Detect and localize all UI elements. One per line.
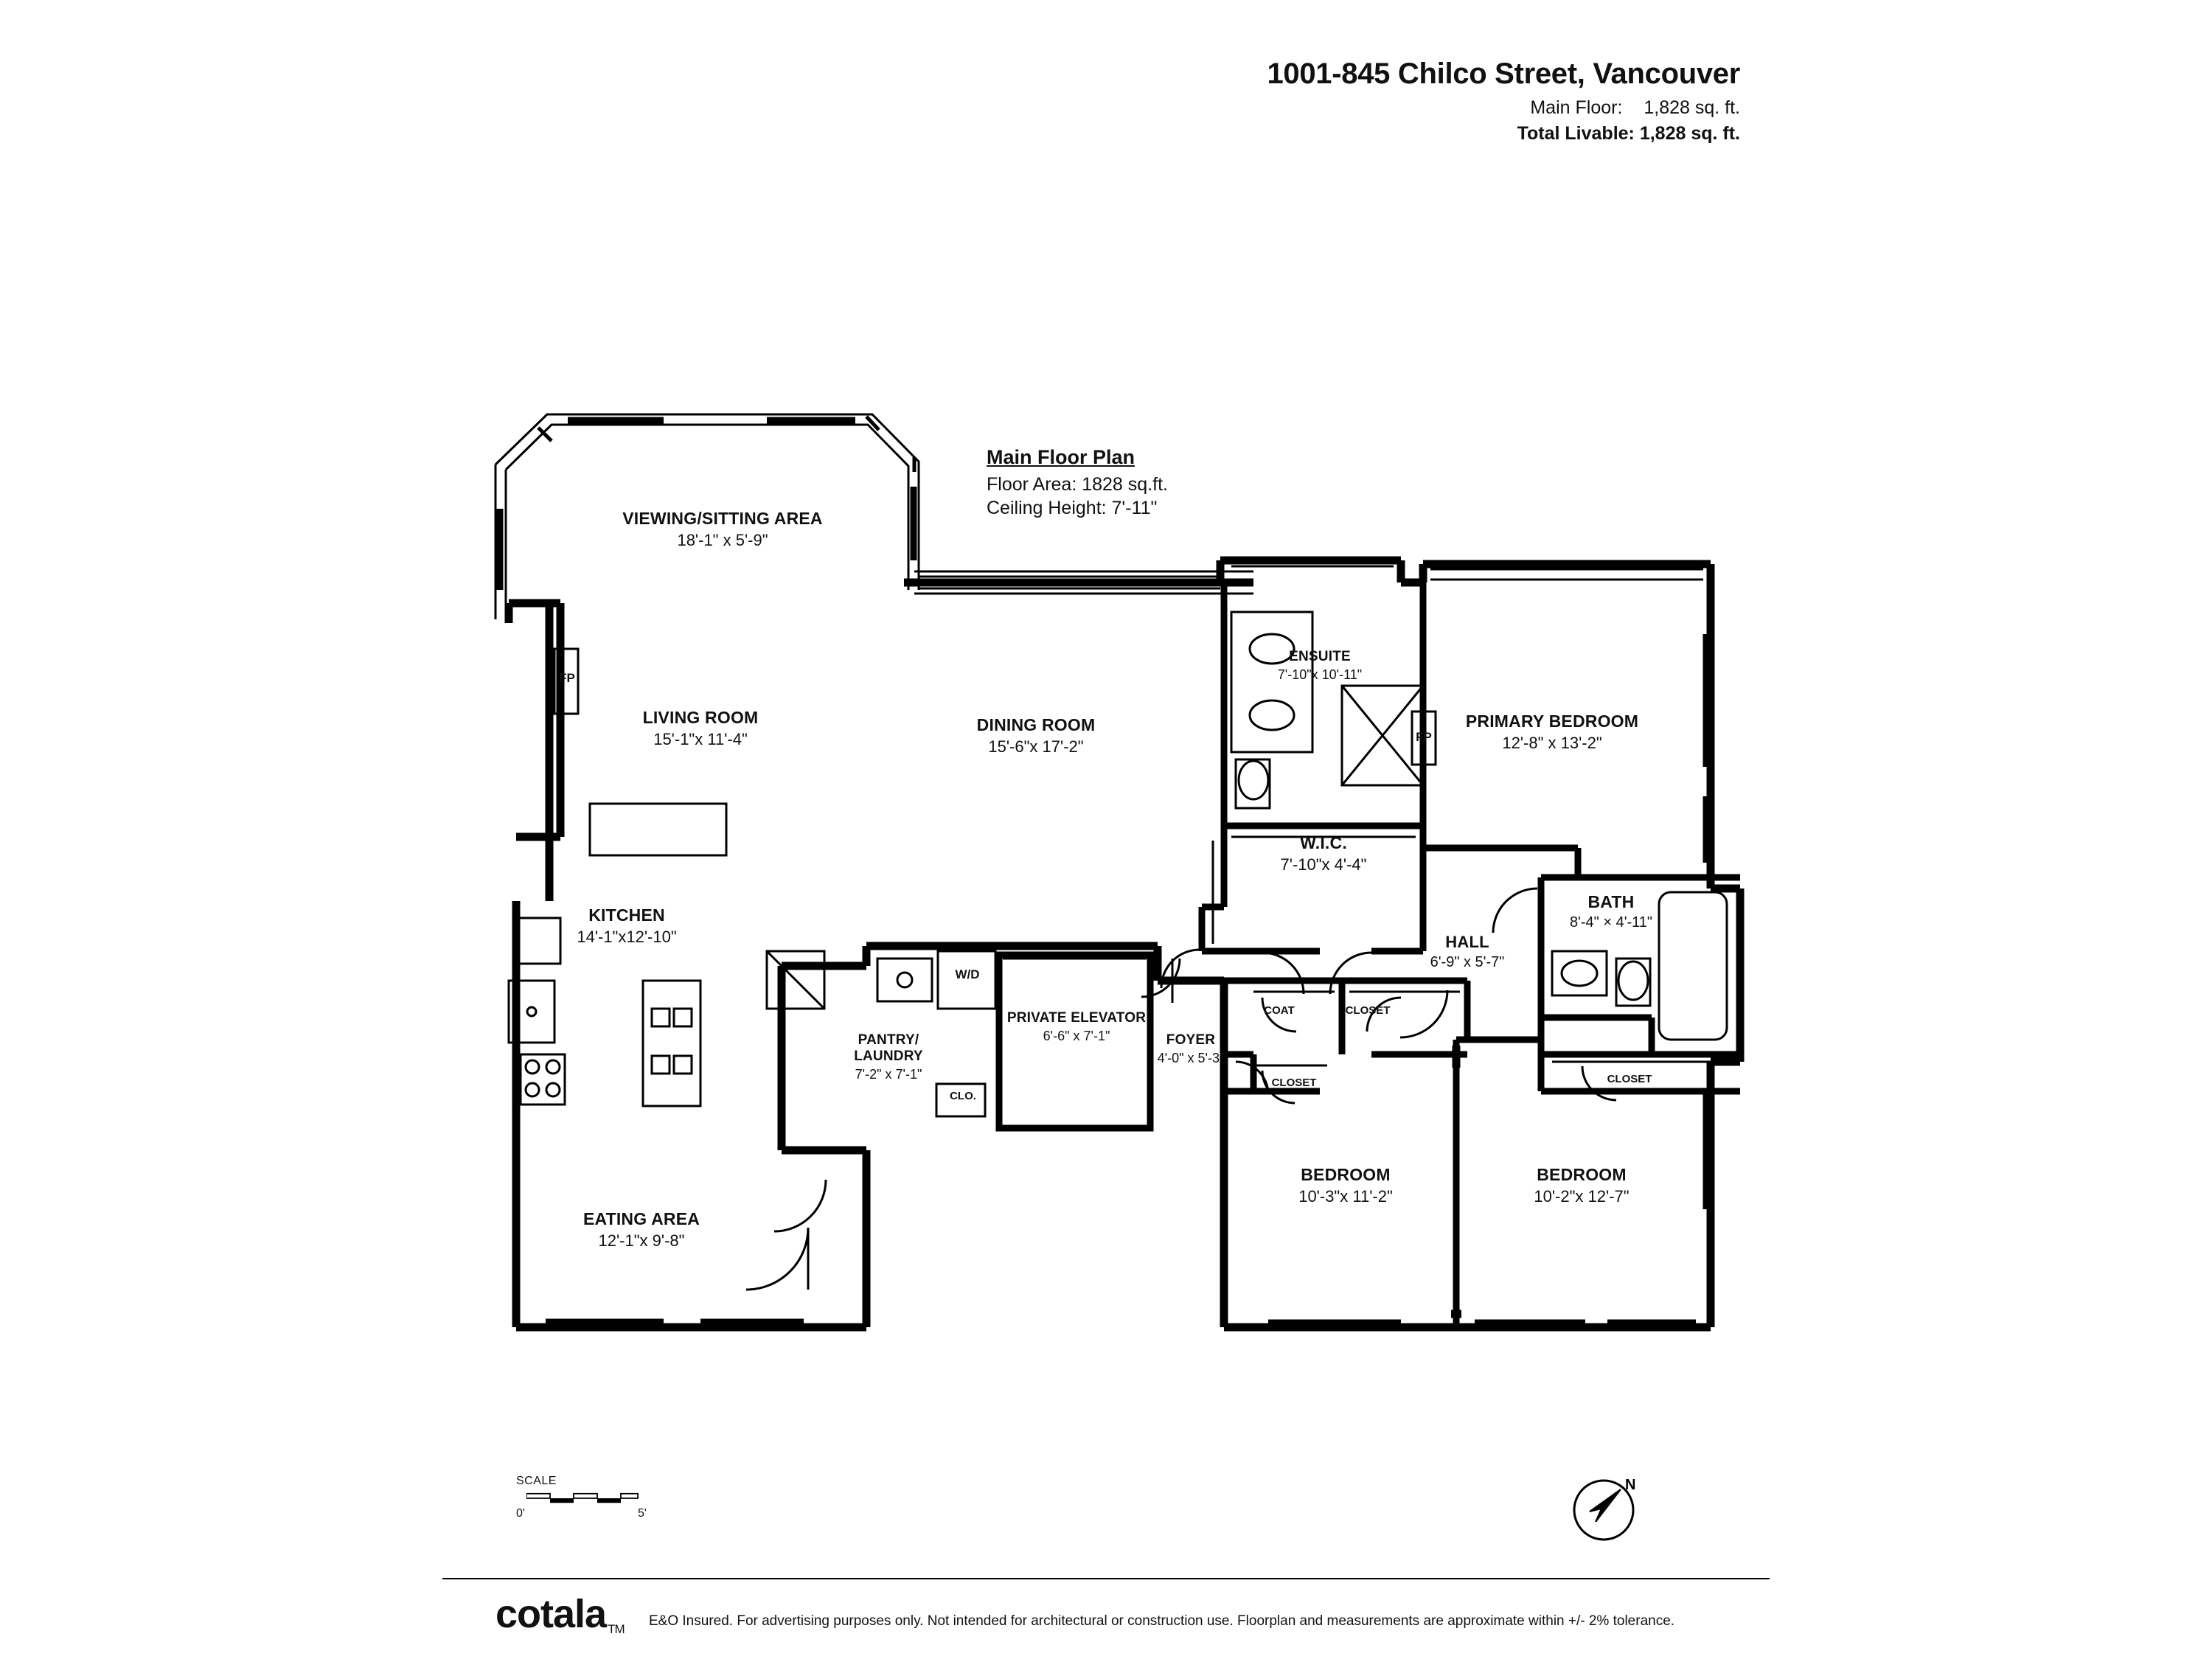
fireplace-primary-tag: FP	[1416, 730, 1432, 744]
fireplace-living-tag: FP	[559, 671, 575, 685]
hall-closet-tag: CLOSET	[1345, 1004, 1391, 1017]
coat-closet-tag: COAT	[1264, 1004, 1295, 1017]
main-floor-label: Main Floor:	[1530, 97, 1623, 118]
room-label-ensuite: ENSUITE 7'-10"x 10'-11"	[1277, 649, 1363, 683]
room-label-wic: W.I.C. 7'-10"x 4'-4"	[1280, 833, 1367, 874]
svg-text:N: N	[1625, 1477, 1636, 1493]
footer	[0, 1578, 2212, 1659]
room-label-bath: BATH 8'-4" × 4'-11"	[1569, 892, 1653, 931]
scale-graphic	[526, 1491, 644, 1506]
room-label-eating-area: EATING AREA 12'-1"x 9'-8"	[582, 1209, 700, 1250]
scale-start: 0'	[516, 1507, 525, 1520]
scale-label: SCALE	[516, 1475, 557, 1487]
room-label-living-room: LIVING ROOM 15'-1"x 11'-4"	[642, 708, 759, 748]
room-label-foyer: FOYER 4'-0" x 5'-3"	[1157, 1032, 1225, 1066]
footer-disclaimer: E&O Insured. For advertising purposes only. Not intended for architectural or construction use. Floorplan and measurements are approximate within +/- 2% tolerance.	[649, 1613, 1675, 1629]
scale-bar	[516, 1475, 678, 1520]
bath-closet-tag: CLOSET	[1607, 1073, 1652, 1085]
total-livable: Total Livable: 1,828 sq. ft.	[1517, 123, 1740, 144]
brand-name: cotala	[495, 1592, 607, 1636]
room-label-hall: HALL 6'-9" x 5'-7"	[1430, 933, 1505, 970]
plan-note-title: Main Floor Plan	[987, 446, 1135, 468]
footer-divider	[442, 1578, 1770, 1579]
room-label-dining-room: DINING ROOM 15'-6"x 17'-2"	[976, 715, 1096, 756]
clo-tag: CLO.	[950, 1090, 976, 1102]
washer-dryer-tag: W/D	[955, 967, 980, 981]
room-label-primary-bedroom: PRIMARY BEDROOM 12'-8" x 13'-2"	[1465, 712, 1639, 752]
room-label-pantry-laundry: PANTRY/ LAUNDRY 7'-2" x 7'-1"	[854, 1032, 923, 1082]
brand-logo	[495, 1591, 625, 1637]
room-label-kitchen: KITCHEN 14'-1"x12'-10"	[577, 905, 677, 946]
room-label-viewing-sitting-area: VIEWING/SITTING AREA 18'-1" x 5'-9"	[622, 509, 823, 549]
brand-trademark: TM	[608, 1622, 625, 1636]
plan-note	[987, 446, 1296, 520]
compass-rose	[1563, 1467, 1644, 1548]
plan-note-ceiling-height: Ceiling Height: 7'-11"	[987, 498, 1158, 518]
foyer-closet-tag: CLOSET	[1271, 1077, 1317, 1089]
room-label-bedroom-2: BEDROOM 10'-2"x 12'-7"	[1534, 1165, 1630, 1206]
main-floor-value: 1,828 sq. ft.	[1644, 97, 1740, 118]
page-title: 1001-845 Chilco Street, Vancouver	[1267, 58, 1740, 90]
scale-end: 5'	[638, 1507, 647, 1520]
room-label-bedroom-1: BEDROOM 10'-3"x 11'-2"	[1298, 1165, 1393, 1206]
room-label-private-elevator: PRIVATE ELEVATOR 6'-6" x 7'-1"	[1006, 1010, 1147, 1044]
plan-note-floor-area: Floor Area: 1828 sq.ft.	[987, 474, 1168, 495]
